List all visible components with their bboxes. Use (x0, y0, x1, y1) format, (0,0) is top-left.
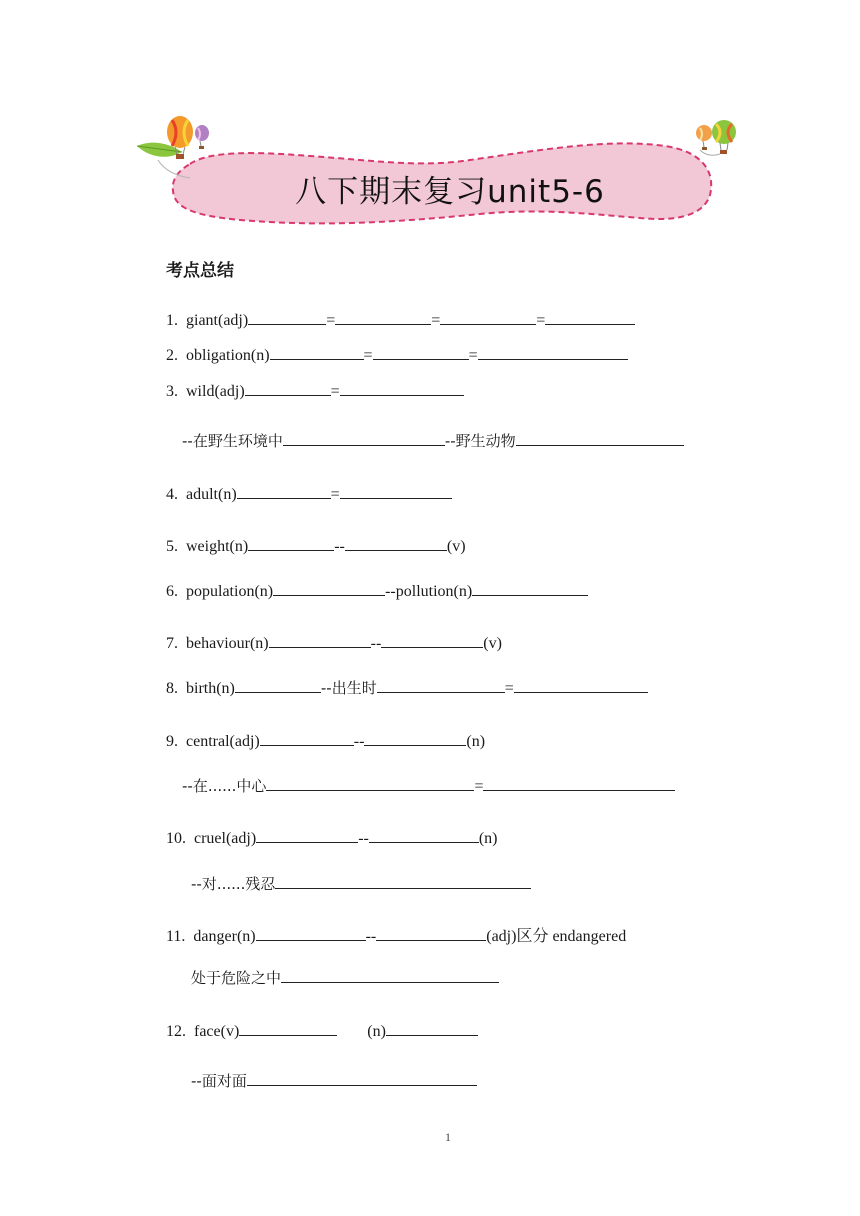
answer-blank[interactable] (270, 344, 364, 360)
string-icon (700, 150, 720, 155)
answer-blank[interactable] (245, 380, 331, 396)
answer-blank[interactable] (256, 827, 358, 843)
page-title: 八下期末复习unit5-6 (295, 174, 605, 210)
answer-blank[interactable] (248, 309, 326, 325)
item-10-sub: --对......残忍 (191, 873, 531, 894)
answer-blank[interactable] (376, 925, 486, 941)
answer-blank[interactable] (478, 344, 628, 360)
answer-blank[interactable] (345, 535, 447, 551)
item-10: 10. cruel(adj) -- (n) (166, 827, 498, 848)
item-5: 5. weight(n) -- (v) (166, 535, 466, 556)
answer-blank[interactable] (283, 430, 445, 446)
answer-blank[interactable] (235, 677, 321, 693)
answer-blank[interactable] (377, 677, 505, 693)
answer-blank[interactable] (516, 430, 684, 446)
item-3: 3. wild(adj) = (166, 380, 464, 401)
answer-blank[interactable] (247, 1070, 477, 1086)
hot-air-balloon-icon-right (712, 120, 736, 154)
answer-blank[interactable] (373, 344, 469, 360)
answer-blank[interactable] (256, 925, 366, 941)
answer-blank[interactable] (273, 580, 385, 596)
item-2: 2. obligation(n) = = (166, 344, 628, 365)
answer-blank[interactable] (369, 827, 479, 843)
answer-blank[interactable] (248, 535, 334, 551)
answer-blank[interactable] (545, 309, 635, 325)
item-11: 11. danger(n) -- (adj)区分 endangered (166, 923, 626, 946)
answer-blank[interactable] (239, 1020, 337, 1036)
item-9-sub: --在......中心 = (182, 775, 675, 796)
answer-blank[interactable] (260, 730, 354, 746)
item-11-sub: 处于危险之中 (191, 967, 499, 988)
answer-blank[interactable] (514, 677, 648, 693)
item-1: 1. giant(adj) = = = (166, 309, 635, 330)
answer-blank[interactable] (364, 730, 466, 746)
answer-blank[interactable] (340, 380, 464, 396)
answer-blank[interactable] (281, 967, 499, 983)
answer-blank[interactable] (340, 483, 452, 499)
answer-blank[interactable] (386, 1020, 478, 1036)
item-9: 9. central(adj) -- (n) (166, 730, 485, 751)
answer-blank[interactable] (237, 483, 331, 499)
item-3-sub: --在野生环境中 --野生动物 (182, 430, 684, 451)
answer-blank[interactable] (266, 775, 474, 791)
small-balloon-icon-right (696, 125, 712, 150)
item-12: 12. face(v) (n) (166, 1020, 478, 1041)
item-8: 8. birth(n) --出生时 = (166, 677, 648, 698)
answer-blank[interactable] (275, 873, 531, 889)
item-7: 7. behaviour(n) -- (v) (166, 632, 502, 653)
answer-blank[interactable] (440, 309, 536, 325)
item-12-sub: --面对面 (191, 1070, 477, 1091)
answer-blank[interactable] (381, 632, 483, 648)
page-number: 1 (445, 1130, 451, 1144)
small-balloon-icon (195, 125, 209, 149)
item-4: 4. adult(n) = (166, 483, 452, 504)
section-title: 考点总结 (166, 261, 234, 281)
item-6: 6. population(n) --pollution(n) (166, 580, 588, 601)
answer-blank[interactable] (335, 309, 431, 325)
answer-blank[interactable] (269, 632, 371, 648)
answer-blank[interactable] (483, 775, 675, 791)
answer-blank[interactable] (472, 580, 588, 596)
